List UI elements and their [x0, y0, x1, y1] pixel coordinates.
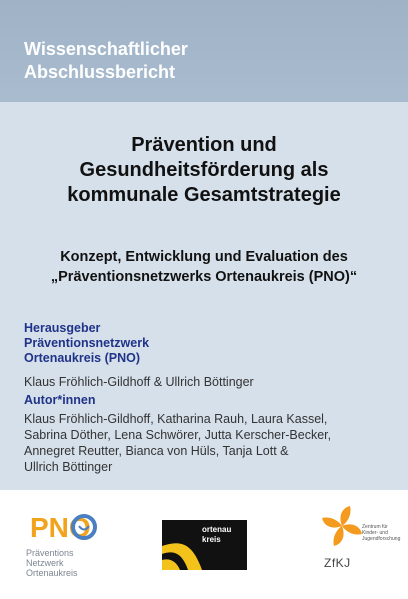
zfkj-subtitle-line: Kinder- und	[362, 530, 388, 536]
publisher-section	[24, 321, 394, 390]
zfkj-subtitle-line: Zentrum für	[362, 524, 388, 530]
zfkj-subtitle	[362, 524, 402, 542]
subtitle-line: Konzept, Entwicklung und Evaluation des	[60, 249, 348, 265]
header-bar	[0, 0, 408, 102]
author-line: Klaus Fröhlich-Gildhoff, Katharina Rauh, Laura Kassel,	[24, 412, 328, 426]
zfkj-logo	[320, 504, 400, 582]
ortenaukreis-logo-text	[202, 525, 244, 545]
publisher-label	[24, 321, 394, 366]
publisher-label-line: Herausgeber	[24, 321, 101, 335]
main-title-line: Prävention und	[131, 134, 277, 156]
main-title-line: Gesundheitsförderung als	[79, 159, 329, 181]
pno-mark-text: PNO	[30, 512, 91, 542]
report-type-line: Abschlussbericht	[24, 62, 176, 82]
author-line: Sabrina Döther, Lena Schwörer, Jutta Kerscher-Becker,	[24, 428, 332, 442]
authors-list	[24, 411, 394, 475]
authors-label: Autor*innen	[24, 393, 96, 407]
pno-logo	[24, 512, 104, 582]
publisher-label-line: Ortenaukreis (PNO)	[24, 351, 141, 365]
ortenau-logo-line: ortenau	[202, 525, 232, 534]
subtitle	[0, 247, 408, 287]
author-line: Ullrich Böttinger	[24, 460, 113, 474]
zfkj-name: ZfKJ	[324, 556, 351, 570]
authors-section	[24, 393, 394, 475]
subtitle-line: „Präventionsnetzwerks Ortenaukreis (PNO)“	[50, 269, 358, 285]
publisher-names: Klaus Fröhlich-Gildhoff & Ullrich Böttinger	[24, 375, 254, 389]
zfkj-subtitle-line: Jugendforschung	[362, 536, 401, 542]
report-type-line: Wissenschaftlicher	[24, 39, 188, 59]
pno-logo-text	[26, 548, 116, 578]
pno-logo-line: Netzwerk	[26, 558, 64, 568]
ortenaukreis-logo	[162, 520, 247, 570]
main-title	[0, 133, 408, 208]
pno-logo-line: Ortenaukreis	[26, 568, 78, 578]
pno-logo-line: Präventions	[26, 548, 74, 558]
main-title-line: kommunale Gesamtstrategie	[67, 184, 341, 206]
pinwheel-icon	[320, 504, 364, 548]
author-line: Annegret Reutter, Bianca von Hüls, Tanja Lott &	[24, 444, 289, 458]
ortenau-logo-line: kreis	[202, 535, 221, 544]
publisher-label-line: Präventionsnetzwerk	[24, 336, 150, 350]
report-type-title	[24, 38, 364, 84]
pno-logo-mark	[30, 512, 102, 542]
